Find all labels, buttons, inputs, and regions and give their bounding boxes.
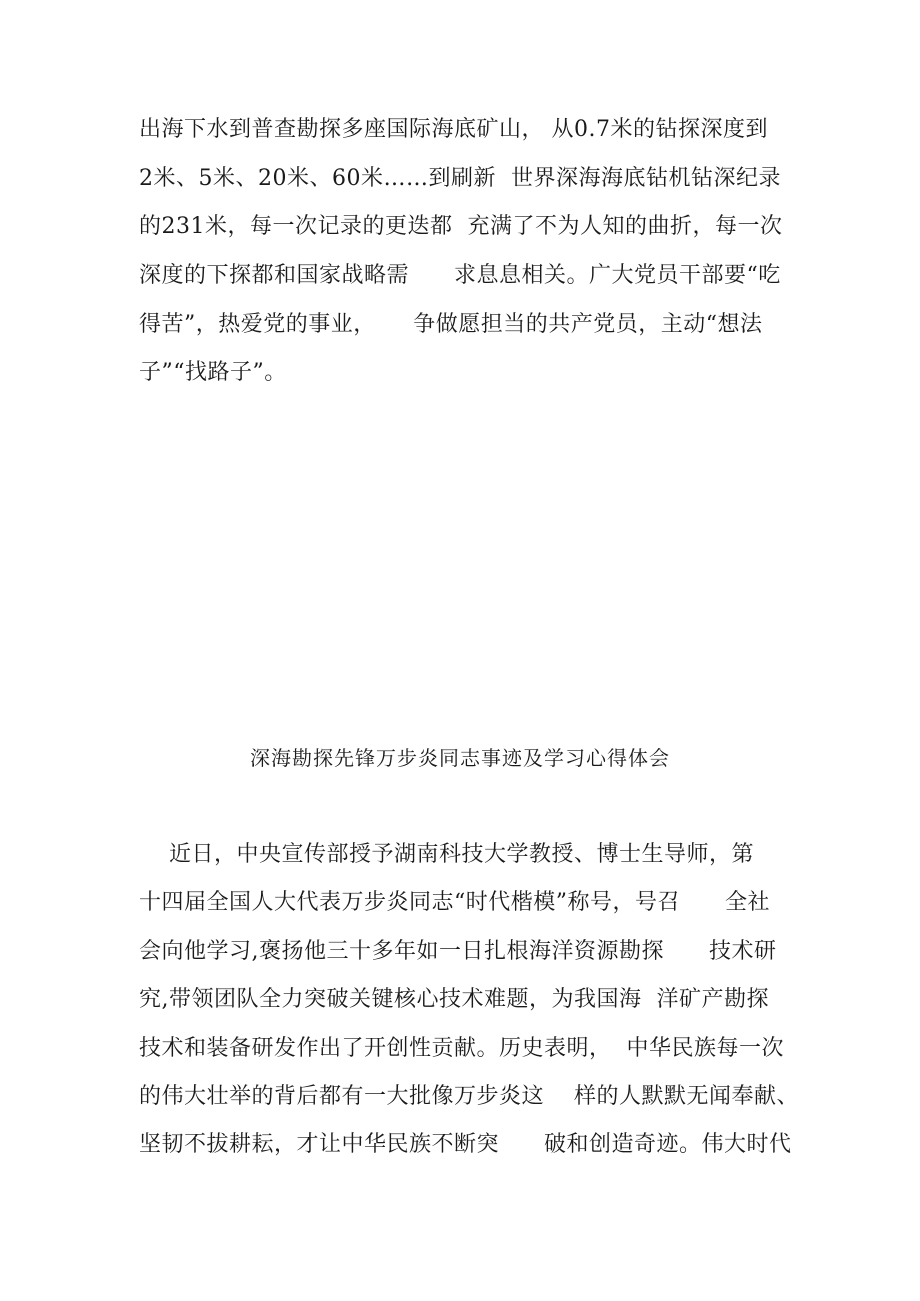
paragraph-line: 的231米，每一次记录的更迭都 充满了不为人知的曲折，每一次: [139, 214, 783, 239]
article-line: 技术和装备研发作出了开创性贡献。历史表明， 中华民族每一次: [139, 1036, 784, 1061]
paragraph-line: 子”“找路子”。: [139, 360, 287, 385]
article-line: 的伟大壮举的背后都有一大批像万步炎这 样的人默默无闻奉献、: [139, 1084, 799, 1109]
article-line: 究,带领团队全力突破关键核心技术难题，为我国海 洋矿产勘探: [139, 987, 769, 1012]
article-line: 坚韧不拔耕耘，才让中华民族不断突 破和创造奇迹。伟大时代: [139, 1132, 792, 1157]
paragraph-line: 出海下水到普查勘探多座国际海底矿山， 从0.7米的钻探深度到: [139, 117, 768, 142]
paragraph-line: 深度的下探都和国家战略需 求息息相关。广大党员干部要“吃: [139, 263, 781, 288]
article-line: 十四届全国人大代表万步炎同志“时代楷模”称号，号召 全社: [139, 890, 770, 915]
article-title: 深海勘探先锋万步炎同志事迹及学习心得体会: [250, 746, 670, 770]
paragraph-line: 得苦”，热爱党的事业， 争做愿担当的共产党员，主动“想法: [139, 312, 763, 337]
paragraph-line: 2米、5米、20米、60米……到刷新 世界深海海底钻机钻深纪录: [139, 166, 781, 191]
article-line: 会向他学习,褒扬他三十多年如一日扎根海洋资源勘探 技术研: [139, 939, 777, 964]
article-line: 近日，中央宣传部授予湖南科技大学教授、博士生导师，第: [139, 842, 754, 867]
